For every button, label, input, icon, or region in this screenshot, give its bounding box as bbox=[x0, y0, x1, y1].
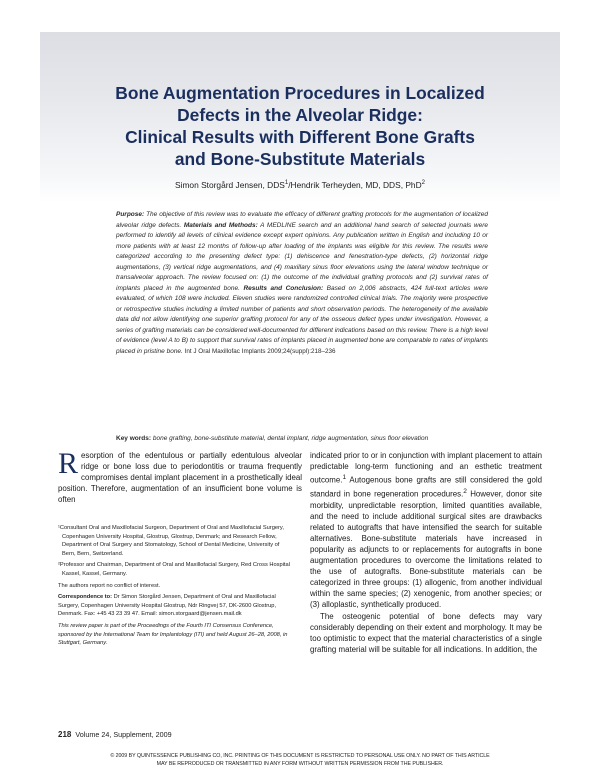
body-text: Autogenous bone grafts are still considered the gold standard in bone regeneration procedures. bbox=[310, 475, 542, 499]
author-2-affiliation: 2 bbox=[421, 180, 425, 187]
author-2: Hendrik Terheyden, MD, DDS, PhD bbox=[290, 180, 422, 190]
keywords-label: Key words: bbox=[116, 435, 152, 442]
keywords bbox=[116, 434, 488, 445]
journal-info: Volume 24, Supplement, 2009 bbox=[75, 730, 172, 739]
author-separator: / bbox=[288, 180, 291, 190]
title-line: Bone Augmentation Procedures in Localized bbox=[115, 83, 485, 103]
author-1: Simon Storgård Jensen, DDS bbox=[175, 180, 285, 190]
article-title bbox=[60, 82, 540, 170]
body-text: However, donor site morbidity, unpredictable resorption, limited quantities available, and the need to include additional surgical sites are drawbacks related to autografts that have intensified the search for suitable alternatives. Bone-substitute materials have increased in popularity as adjuncts to or replacements for autografts in bone augmentation procedures to overcome the limitations related to the use of autografts. Bone-substitute materials can be categorized in three groups: (1) allogenic, from another individual within the same species; (2) xenogenic, from another species; or (3) alloplastic, synthetically produced. bbox=[310, 489, 542, 610]
body-paragraph bbox=[310, 450, 542, 611]
abstract-purpose-label: Purpose: bbox=[116, 211, 145, 218]
title-line: and Bone-Substitute Materials bbox=[174, 149, 426, 169]
copyright-line: MAY BE REPRODUCED OR TRANSMITTED IN ANY FORM WITHOUT WRITTEN PERMISSION FROM THE PUBLISHER. bbox=[156, 761, 444, 768]
body-paragraph: The osteogenic potential of bone defects may vary considerably depending on their extent and morphology. It may be too optimistic to expect that the material characteristics of a single grafting material will be suitable for all indications. In addition, the bbox=[310, 611, 542, 654]
body-column-2 bbox=[310, 450, 542, 655]
body-text: indicated prior to or in conjunction with implant placement to attain predictable long-term functioning and an esthetic treatment outcome. bbox=[310, 451, 542, 485]
page-footer bbox=[58, 730, 358, 739]
correspondence-text: Dr Simon Storgård Jensen, Department of Oral and Maxillofacial Surgery, Copenhagen University Hospital Glostrup, Ndr Ringvej 57, DK-2600 Glostrup, Denmark. Fax: +45 43 23 39 47. Email: simon.storgaard@jensen.mail.dk bbox=[58, 594, 277, 618]
author-line bbox=[60, 180, 540, 190]
copyright-notice bbox=[0, 752, 600, 769]
abstract-purpose-text: The objective of this review was to evaluate the efficacy of different grafting protocols for the augmentation of localized alveolar ridge defects. bbox=[116, 211, 488, 229]
footnote-affiliation-1: ¹Consultant Oral and Maxillofacial Surgeon, Department of Oral and Maxillofacial Surgery, Copenhagen University Hospital, Glostrup, Glostrup, Denmark; and Research Fellow, Department of Oral Surgery and Stomatology, School of Dental Medicine, University of Bern, Bern, Switzerland. bbox=[58, 525, 284, 557]
abstract-results-text: Based on 2,006 abstracts, 424 full-text articles were evaluated, of which 108 were included. Eleven studies were randomized controlled clinical trials. The majority were prospective or retrospective studies including a limited number of patients and short observation periods. The heterogeneity of the available data did not allow identifying one superior grafting protocol for any of the osseous defect types under investigation. However, a series of grafting materials can be considered well-documented for different indications based on this review. There is a high level of evidence (level A to B) to support that survival rates of implants placed in augmented bone are comparable to rates of implants placed in pristine bone. bbox=[116, 284, 488, 355]
abstract-methods-label: Materials and Methods: bbox=[183, 221, 258, 229]
correspondence bbox=[58, 593, 290, 619]
drop-cap: R bbox=[58, 447, 79, 480]
copyright-line: © 2009 BY QUINTESSENCE PUBLISHING CO, INC. PRINTING OF THIS DOCUMENT IS RESTRICTED TO PERSONAL USE ONLY. NO PART OF THIS ARTICLE bbox=[110, 753, 490, 759]
footnotes bbox=[58, 524, 290, 651]
body-column-1-text: esorption of the edentulous or partially edentulous alveolar ridge or bone loss due to periodontitis or trauma frequently compromises dental implant placement in a prosthetically ideal position. Therefore, augmentation of an insufficient bone volume is often bbox=[58, 451, 302, 505]
conflict-statement: The authors report no conflict of interest. bbox=[58, 582, 161, 589]
proceedings-note: This review paper is part of the Proceedings of the Fourth ITI Consensus Conference, sponsored by the International Team for Implantology (ITI) and held August 26–28, 2008, in Stuttgart, Germany. bbox=[58, 622, 288, 647]
abstract-results-label: Results and Conclusion: bbox=[243, 284, 324, 292]
abstract bbox=[116, 210, 488, 357]
reference-marker: 1 bbox=[342, 474, 347, 482]
abstract-methods-text: A MEDLINE search and an additional hand search of selected journals were performed to identify all levels of clinical evidence except expert opinions. Any publication written in English and including 10 or more patients with at least 12 months of follow-up after loading of the implants was eligible for this review. The results were categorized according to the presenting defect type: (1) dehiscence and fenestration-type defects, (2) horizontal ridge augmentations, (3) vertical ridge augmentations, and (4) maxillary sinus floor elevations using the lateral window technique or transalveolar approach. The review focused on: (1) the outcome of the individual grafting protocols and (2) survival rates of implants placed in the augmented bone. bbox=[116, 221, 488, 292]
body-column-1 bbox=[58, 447, 302, 505]
keywords-text: bone grafting, bone-substitute material, dental implant, ridge augmentation, sinus floor elevation bbox=[151, 435, 429, 442]
reference-marker: 2 bbox=[463, 487, 467, 495]
abstract-citation: Int J Oral Maxillofac Implants 2009;24(suppl):218–236 bbox=[184, 347, 336, 355]
correspondence-label: Correspondence to: bbox=[58, 594, 113, 601]
title-line: Clinical Results with Different Bone Grafts bbox=[125, 127, 475, 147]
page-number: 218 bbox=[58, 730, 72, 739]
author-1-affiliation: 1 bbox=[284, 180, 289, 187]
title-line: Defects in the Alveolar Ridge: bbox=[177, 105, 423, 125]
footnote-affiliation-2: ²Professor and Chairman, Department of Oral and Maxillofacial Surgery, Red Cross Hospital Kassel, Kassel, Germany. bbox=[58, 562, 290, 577]
